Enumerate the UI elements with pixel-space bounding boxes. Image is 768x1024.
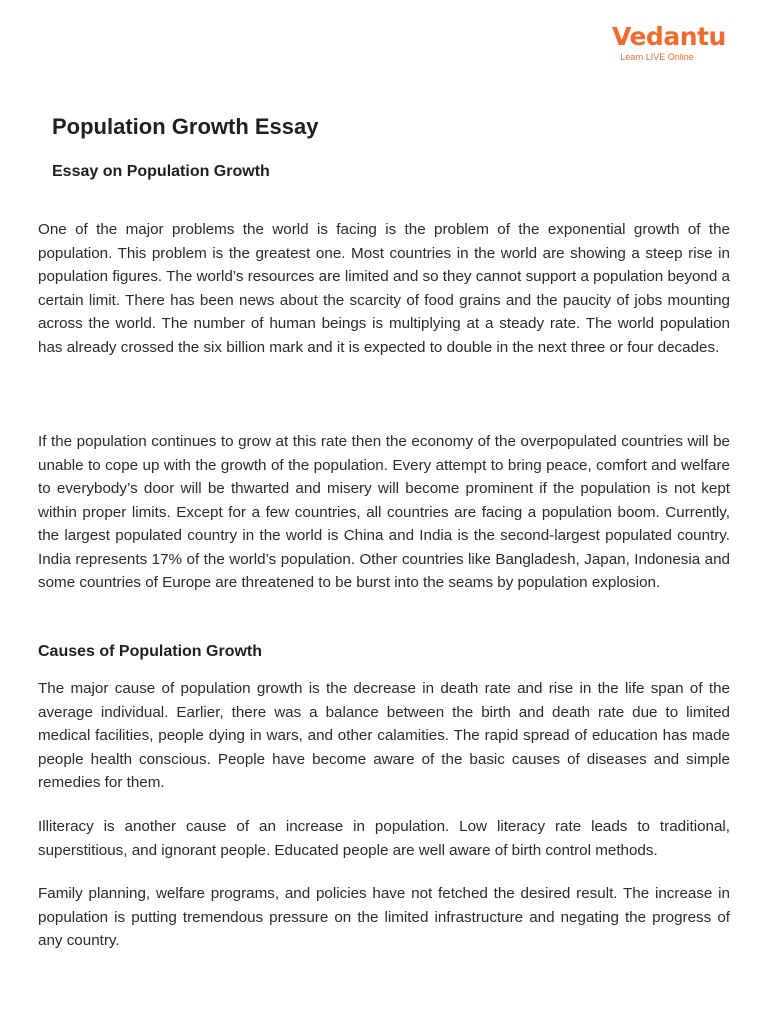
vedantu-logo (612, 22, 726, 62)
logo-tagline: Learn LIVE Online (620, 52, 694, 62)
page-title: Population Growth Essay (52, 114, 319, 139)
causes-paragraph-1: The major cause of population growth is the decrease in death rate and rise in the life span of the average individual. Earlier, there was a balance between the birth and death rate due to limited medical facilities, people dying in wars, and other calamities. The rapid spread of education has made people health conscious. People have become aware of the basic causes of diseases and simple remedies for them. (38, 680, 730, 791)
intro-paragraph-1: One of the major problems the world is facing is the problem of the exponential growth of the population. This problem is the greatest one. Most countries in the world are showing a steep rise in population figures. The world’s resources are limited and so they cannot support a population beyond a certain limit. There has been news about the scarcity of food grains and the paucity of jobs mounting across the world. The number of human beings is multiplying at a steady rate. The world population has already crossed the six billion mark and it is expected to double in the next three or four decades. (38, 221, 730, 356)
essay-subtitle: Essay on Population Growth (52, 163, 270, 180)
causes-heading: Causes of Population Growth (38, 643, 263, 660)
causes-paragraph-2: Illiteracy is another cause of an increase in population. Low literacy rate leads to traditional, superstitious, and ignorant people. Educated people are well aware of birth control methods. (38, 818, 730, 859)
intro-paragraph-2: If the population continues to grow at this rate then the economy of the overpopulated countries will be unable to cope up with the growth of the population. Every attempt to bring peace, comfort and welfare to everybody’s door will be thwarted and misery will become prominent if the population is not kept within proper limits. Except for a few countries, all countries are facing a population boom. Currently, the largest populated country in the world is China and India is the second-largest populated country. India represents 17% of the world’s population. Other countries like Bangladesh, Japan, Indonesia and some countries of Europe are threatened to be burst into the seams by population explosion. (38, 433, 730, 591)
logo-name: Vedantu (612, 22, 726, 51)
causes-paragraph-3: Family planning, welfare programs, and policies have not fetched the desired result. The increase in population is putting tremendous pressure on the limited infrastructure and negating the progress of any country. (38, 885, 730, 949)
